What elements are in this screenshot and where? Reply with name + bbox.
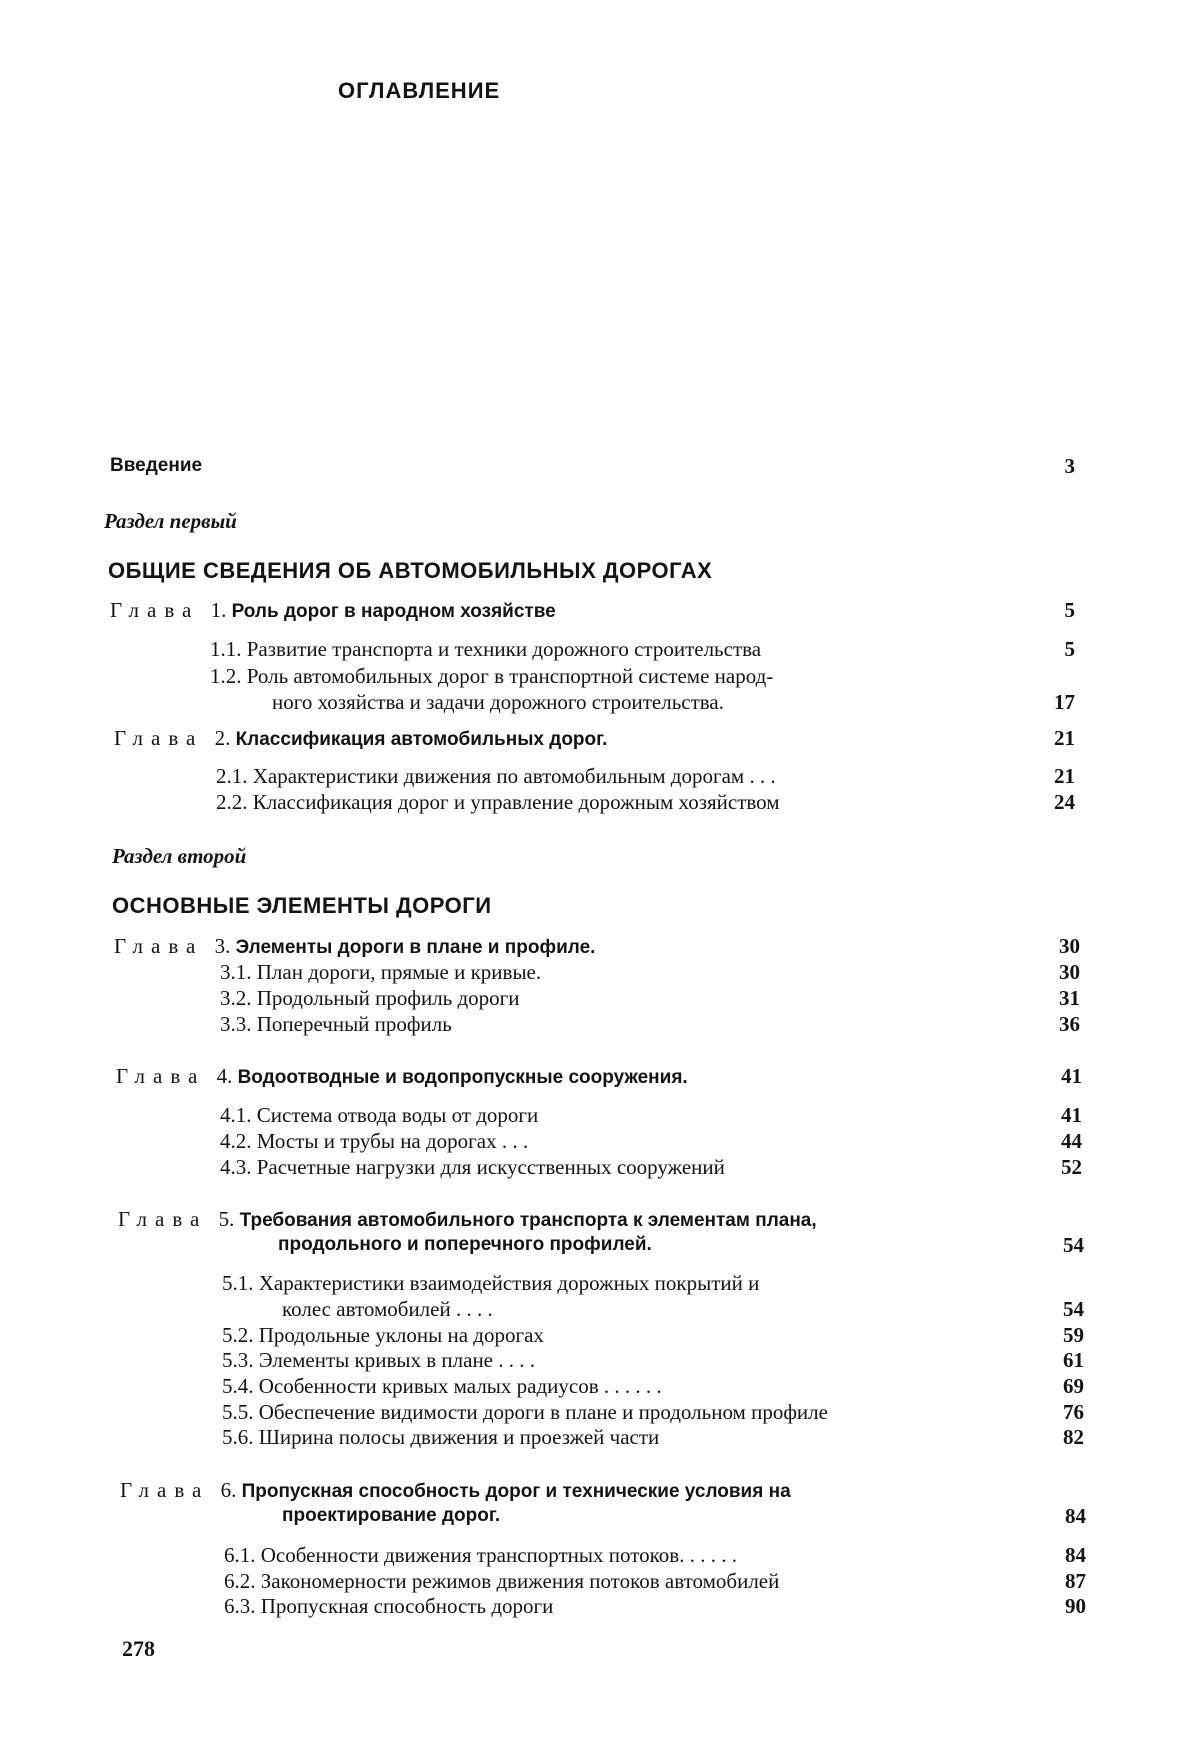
toc-entry xyxy=(216,789,780,815)
entry-number: 1.1. xyxy=(210,637,242,661)
toc-entry xyxy=(220,959,541,985)
toc-entry xyxy=(216,763,776,789)
entry-number: 5.1. xyxy=(222,1271,254,1295)
chapter-heading xyxy=(114,725,607,753)
entry-page: 24 xyxy=(1054,790,1075,814)
entry-page: 69 xyxy=(1063,1374,1084,1398)
chapter-page: 30 xyxy=(1059,934,1080,958)
entry-number: 5.5. xyxy=(222,1400,254,1424)
section-heading: ОБЩИЕ СВЕДЕНИЯ ОБ АВТОМОБИЛЬНЫХ ДОРОГАХ xyxy=(108,558,713,583)
entry-page: 87 xyxy=(1065,1569,1086,1593)
chapter-page: 21 xyxy=(1054,726,1075,750)
entry-page: 59 xyxy=(1063,1323,1084,1347)
entry-text-continued: ного хозяйства и задачи дорожного строительства. xyxy=(272,690,725,714)
entry-text: Ширина полосы движения и проезжей части xyxy=(258,1425,660,1449)
toc-entry xyxy=(220,1102,538,1128)
entry-text: Продольный профиль дороги xyxy=(256,986,520,1010)
entry-text: Мосты и трубы на дорогах . . . xyxy=(256,1129,529,1153)
entry-number: 1.2. xyxy=(210,664,242,688)
entry-text: Особенности движения транспортных потоков. . . . . . xyxy=(260,1543,737,1567)
entry-number: 4.3. xyxy=(220,1155,252,1179)
entry-page: 61 xyxy=(1063,1348,1084,1372)
toc-entry xyxy=(222,1399,828,1425)
entry-number: 6.3. xyxy=(224,1594,256,1618)
chapter-number: 4. xyxy=(216,1064,233,1088)
toc-entry xyxy=(220,985,520,1011)
entry-text: Роль автомобильных дорог в транспортной системе народ- xyxy=(246,664,774,688)
page-title: ОГЛАВЛЕНИЕ xyxy=(338,78,501,103)
entry-page: 76 xyxy=(1063,1400,1084,1424)
entry-text: Характеристики движения по автомобильным дорогам . . . xyxy=(252,764,776,788)
intro-label: Введение xyxy=(110,455,203,476)
entry-number: 4.1. xyxy=(220,1103,252,1127)
chapter-page: 41 xyxy=(1061,1064,1082,1088)
entry-number: 6.2. xyxy=(224,1569,256,1593)
entry-page: 41 xyxy=(1061,1103,1082,1127)
chapter-title: Требования автомобильного транспорта к элементам плана, xyxy=(239,1210,817,1231)
toc-entry xyxy=(222,1270,759,1296)
chapter-page: 5 xyxy=(1064,598,1075,622)
toc-entry xyxy=(222,1322,544,1348)
toc-entry xyxy=(224,1568,779,1594)
entry-number: 5.6. xyxy=(222,1425,254,1449)
entry-text: Особенности кривых малых радиусов . . . . . . xyxy=(258,1374,662,1398)
toc-entry xyxy=(220,1128,528,1154)
entry-text: Закономерности режимов движения потоков автомобилей xyxy=(260,1569,780,1593)
chapter-title: Роль дорог в народном хозяйстве xyxy=(231,601,556,622)
chapter-title: Классификация автомобильных дорог. xyxy=(235,729,608,750)
entry-page: 52 xyxy=(1061,1155,1082,1179)
chapter-title-continued: проектирование дорог. xyxy=(282,1505,501,1526)
chapter-word: Глава xyxy=(118,1207,208,1231)
chapter-title: Элементы дороги в плане и профиле. xyxy=(235,937,596,958)
entry-page: 44 xyxy=(1061,1129,1082,1153)
entry-text: Развитие транспорта и техники дорожного строительства xyxy=(246,637,762,661)
section-label: Раздел первый xyxy=(104,509,237,533)
entry-text: Продольные уклоны на дорогах xyxy=(258,1323,544,1347)
entry-number: 4.2. xyxy=(220,1129,252,1153)
entry-text: Система отвода воды от дороги xyxy=(256,1103,539,1127)
toc-entry xyxy=(210,663,773,689)
entry-number: 2.1. xyxy=(216,764,248,788)
toc-entry xyxy=(220,1154,725,1180)
toc-entry xyxy=(224,1542,737,1568)
chapter-number: 6. xyxy=(220,1478,237,1502)
chapter-page: 54 xyxy=(1063,1233,1084,1257)
entry-number: 3.2. xyxy=(220,986,252,1010)
entry-number: 6.1. xyxy=(224,1543,256,1567)
section-label: Раздел второй xyxy=(112,844,247,868)
chapter-heading xyxy=(110,597,556,625)
chapter-title-continued: продольного и поперечного профилей. xyxy=(278,1234,652,1255)
entry-page: 17 xyxy=(1054,690,1075,714)
entry-number: 3.3. xyxy=(220,1012,252,1036)
chapter-word: Глава xyxy=(114,726,204,750)
chapter-heading xyxy=(114,933,595,961)
entry-text: Элементы кривых в плане . . . . xyxy=(258,1348,536,1372)
entry-text-continued: колес автомобилей . . . . xyxy=(282,1297,493,1321)
chapter-word: Глава xyxy=(110,598,200,622)
entry-number: 5.2. xyxy=(222,1323,254,1347)
toc-entry xyxy=(224,1593,553,1619)
entry-text: План дороги, прямые и кривые. xyxy=(256,960,542,984)
page-number: 278 xyxy=(122,1636,155,1661)
toc-entry xyxy=(222,1424,659,1450)
entry-text: Расчетные нагрузки для искусственных сооружений xyxy=(256,1155,725,1179)
entry-number: 5.4. xyxy=(222,1374,254,1398)
entry-page: 36 xyxy=(1059,1012,1080,1036)
chapter-number: 5. xyxy=(218,1207,235,1231)
entry-page: 90 xyxy=(1065,1594,1086,1618)
entry-page: 31 xyxy=(1059,986,1080,1010)
chapter-title: Пропускная способность дорог и технические условия на xyxy=(241,1481,791,1502)
section-heading: ОСНОВНЫЕ ЭЛЕМЕНТЫ ДОРОГИ xyxy=(112,893,492,918)
chapter-heading xyxy=(120,1477,791,1505)
chapter-number: 1. xyxy=(210,598,227,622)
entry-text: Характеристики взаимодействия дорожных покрытий и xyxy=(258,1271,760,1295)
entry-text: Поперечный профиль xyxy=(256,1012,452,1036)
toc-entry xyxy=(222,1373,662,1399)
entry-page: 84 xyxy=(1065,1543,1086,1567)
entry-page: 5 xyxy=(1064,637,1075,661)
entry-page: 21 xyxy=(1054,764,1075,788)
intro-page: 3 xyxy=(1064,454,1075,478)
chapter-word: Глава xyxy=(114,934,204,958)
entry-number: 2.2. xyxy=(216,790,248,814)
chapter-word: Глава xyxy=(116,1064,206,1088)
entry-text: Обеспечение видимости дороги в плане и продольном профиле xyxy=(258,1400,828,1424)
entry-page: 54 xyxy=(1063,1297,1084,1321)
entry-number: 5.3. xyxy=(222,1348,254,1372)
entry-text: Классификация дорог и управление дорожным хозяйством xyxy=(252,790,780,814)
chapter-number: 3. xyxy=(214,934,231,958)
chapter-title: Водоотводные и водопропускные сооружения. xyxy=(237,1067,688,1088)
toc-entry xyxy=(222,1347,535,1373)
toc-entry xyxy=(220,1011,452,1037)
chapter-page: 84 xyxy=(1065,1504,1086,1528)
entry-page: 30 xyxy=(1059,960,1080,984)
chapter-number: 2. xyxy=(214,726,231,750)
entry-page: 82 xyxy=(1063,1425,1084,1449)
entry-number: 3.1. xyxy=(220,960,252,984)
chapter-heading xyxy=(116,1063,688,1091)
chapter-word: Глава xyxy=(120,1478,210,1502)
toc-entry xyxy=(210,636,761,662)
chapter-heading xyxy=(118,1206,817,1234)
entry-text: Пропускная способность дороги xyxy=(260,1594,554,1618)
